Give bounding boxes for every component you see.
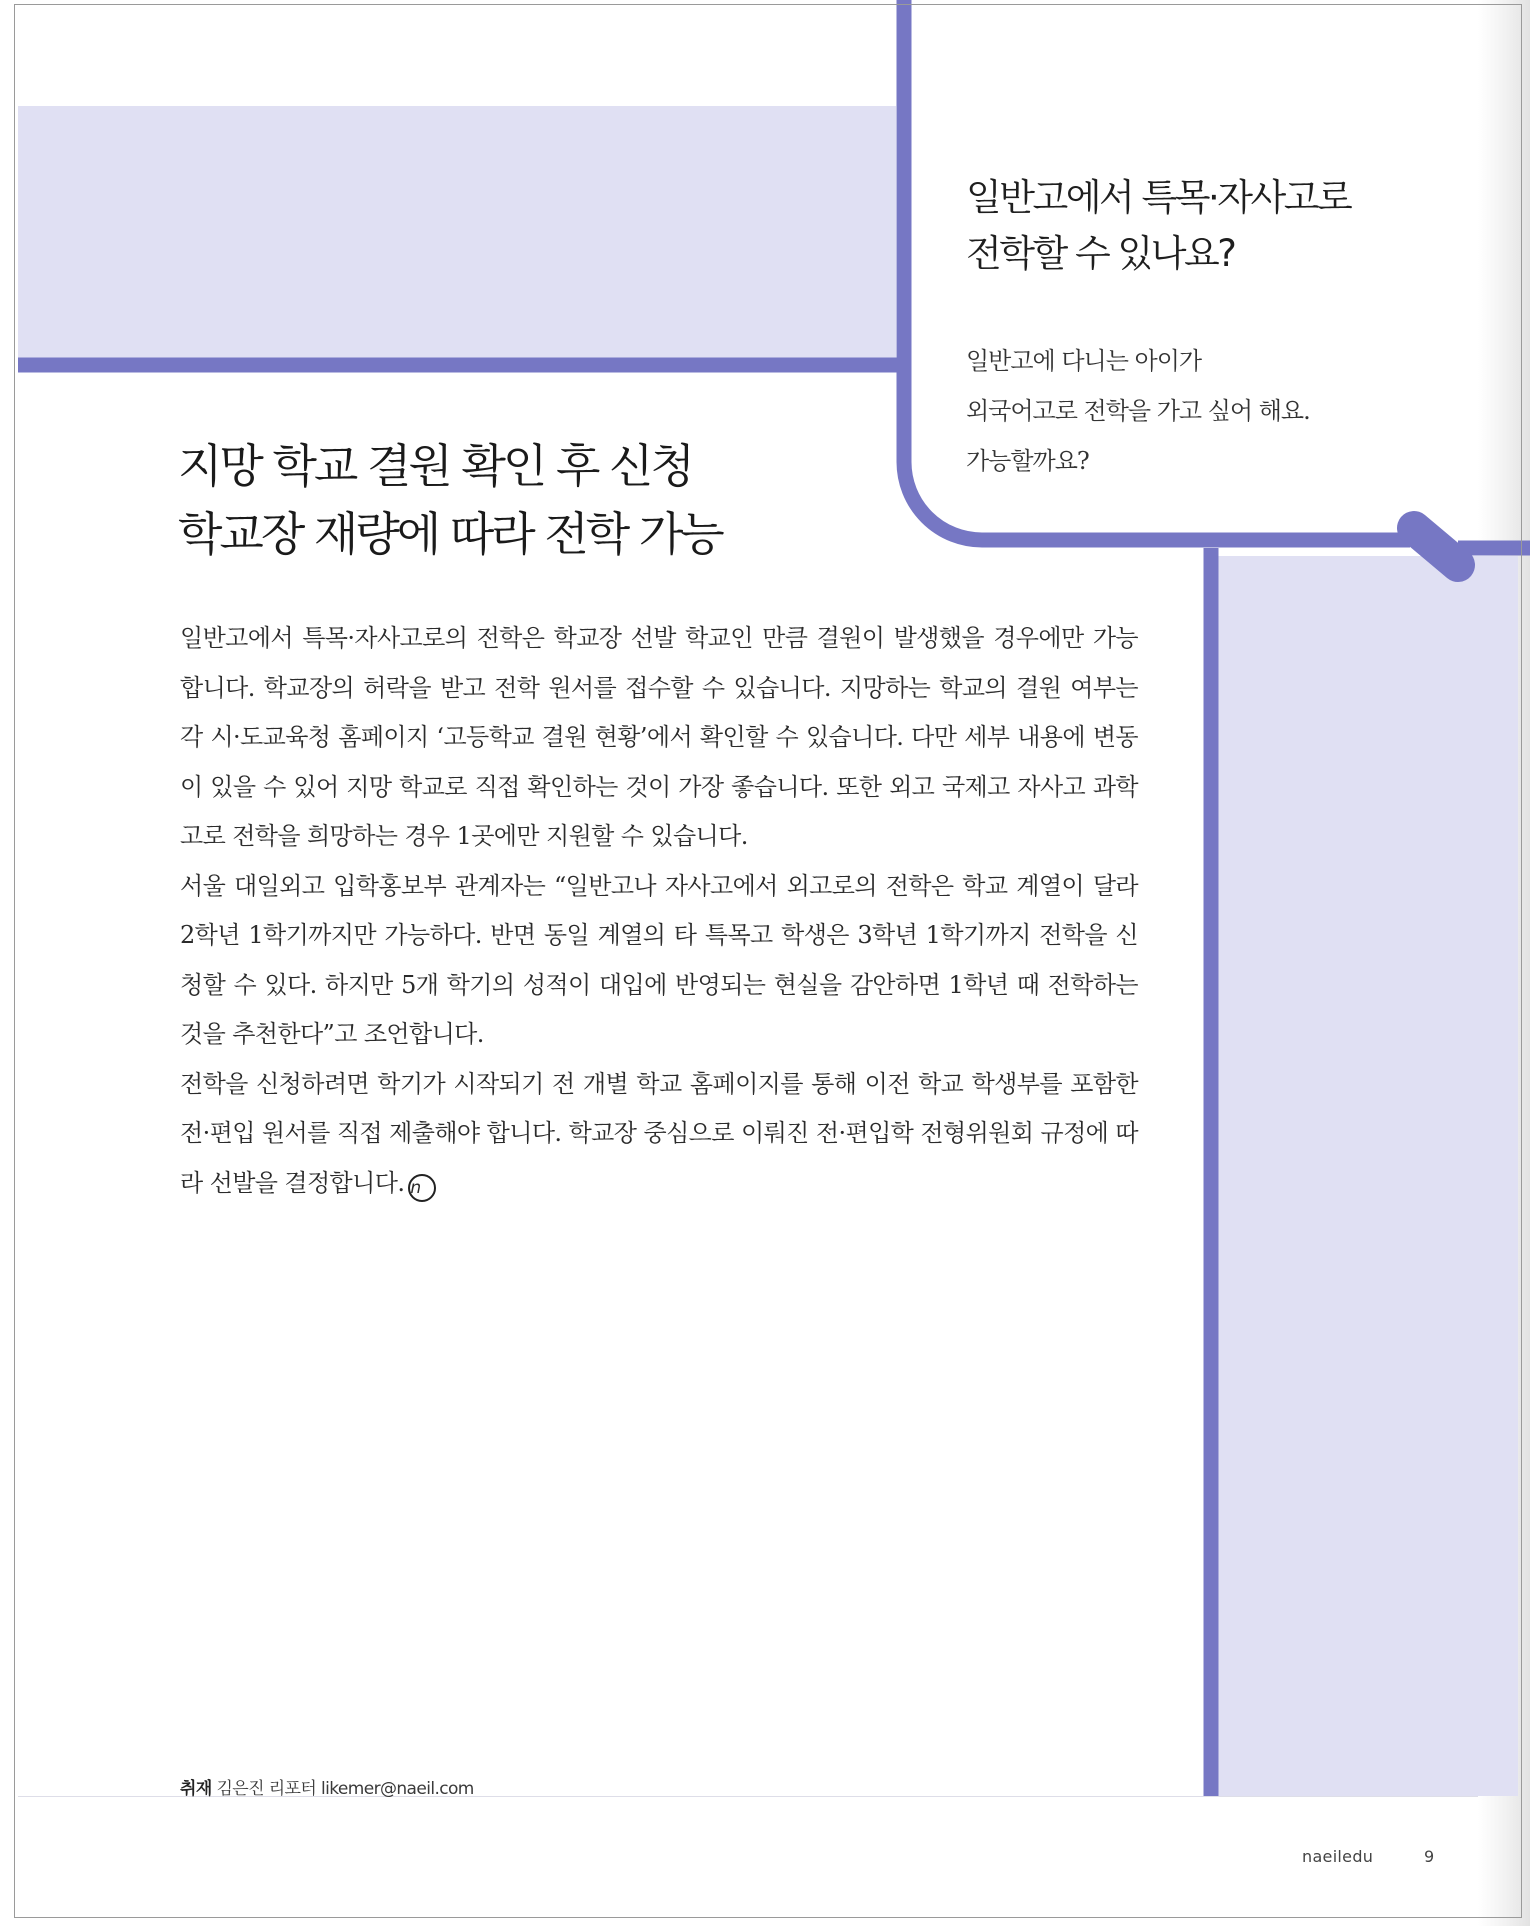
headline-line: 학교장 재량에 따라 전학 가능 xyxy=(178,507,722,561)
question-title xyxy=(966,170,1426,282)
body-paragraph-last xyxy=(180,1060,1138,1209)
reader-question-line: 일반고에 다니는 아이가 xyxy=(966,347,1202,375)
body-paragraph: 서울 대일외고 입학홍보부 관계자는 “일반고나 자사고에서 외고로의 전학은 학교 계열이 달라 2학년 1학기까지만 가능하다. 반면 동일 계열의 타 특목고 학생은 3학년 1학기까지 전학을 신청할 수 있다. 하지만 5개 학기의 성적이 대입에 반영되는 현실을 감안하면 1학년 때 전학하는 것을 추천한다”고 조언합니다. xyxy=(180,871,1138,1048)
question-title-line: 전학할 수 있나요? xyxy=(966,232,1235,275)
byline-label: 취재 xyxy=(180,1779,212,1799)
reader-question-line: 외국어고로 전학을 가고 싶어 해요. xyxy=(966,397,1310,425)
end-mark-icon: n xyxy=(408,1174,436,1202)
article-body xyxy=(180,614,1138,1208)
headline-line: 지망 학교 결원 확인 후 신청 xyxy=(178,439,692,493)
body-paragraph: 일반고에서 특목·자사고로의 전학은 학교장 선발 학교인 만큼 결원이 발생했을 경우에만 가능합니다. 학교장의 허락을 받고 전학 원서를 접수할 수 있습니다. 지망하는 학교의 결원 여부는 각 시·도교육청 홈페이지 ‘고등학교 결원 현황’에서 확인할 수 있습니다. 다만 세부 내용에 변동이 있을 수 있어 지망 학교로 직접 확인하는 것이 가장 좋습니다. 또한 외고 국제고 자사고 과학고로 전학을 희망하는 경우 1곳에만 지원할 수 있습니다. xyxy=(180,624,1138,850)
reader-question xyxy=(966,336,1426,486)
pill-accent xyxy=(1414,528,1458,565)
reader-question-line: 가능할까요? xyxy=(966,447,1089,475)
question-title-line: 일반고에서 특목·자사고로 xyxy=(966,176,1351,219)
page-number: 9 xyxy=(1424,1847,1435,1866)
byline xyxy=(180,1774,474,1799)
article-headline xyxy=(178,432,898,568)
question-box xyxy=(966,170,1426,486)
byline-reporter: 김은진 리포터 likemer@naeil.com xyxy=(216,1779,474,1799)
body-paragraph-text: 전학을 신청하려면 학기가 시작되기 전 개별 학교 홈페이지를 통해 이전 학교 학생부를 포함한 전·편입 원서를 직접 제출해야 합니다. 학교장 중심으로 이뤄진 전·편입학 전형위원회 규정에 따라 선발을 결정합니다. xyxy=(180,1069,1138,1197)
folio-brand: naeiledu xyxy=(1302,1847,1374,1866)
